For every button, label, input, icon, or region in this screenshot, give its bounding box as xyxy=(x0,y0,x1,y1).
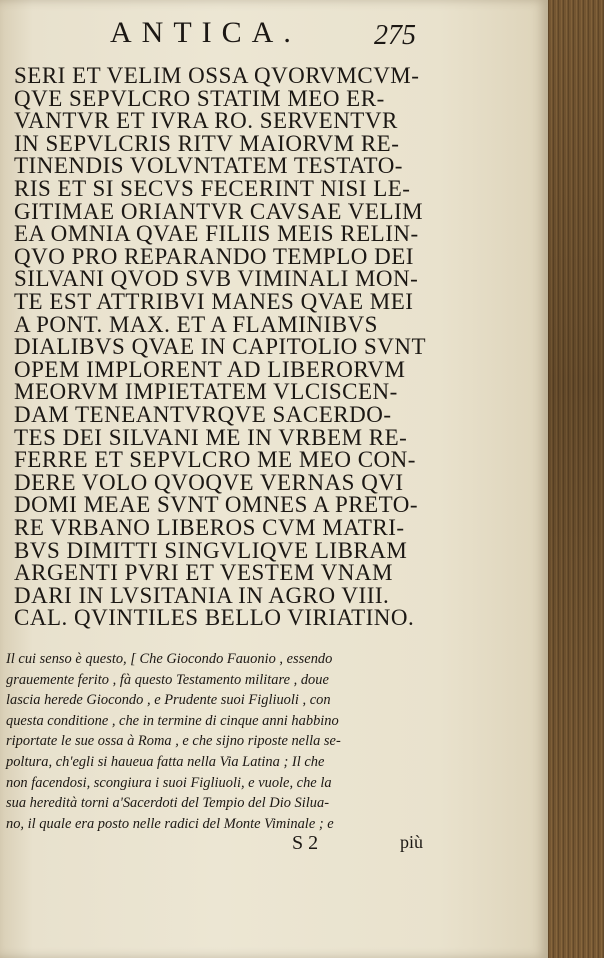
commentary-line: Il cui senso è questo, [ Che Giocondo Fauonio , essendo xyxy=(6,651,333,667)
inscription-line-text: SILVANI QVOD SVB VIMINALI MON- xyxy=(14,266,419,292)
inscription-line-text: VANTVR ET IVRA RO. SERVENTVR xyxy=(14,108,398,134)
inscription-line-text: ARGENTI PVRI ET VESTEM VNAM xyxy=(14,560,393,586)
inscription-line-text: DARI IN LVSITANIA IN AGRO VIII. xyxy=(14,582,390,608)
inscription-line-text: OPEM IMPLORENT AD LIBERORVM xyxy=(14,356,406,382)
commentary-line: non facendosi, scongiura i suoi Figliuoli, e vuole, che la xyxy=(6,774,332,791)
running-head: ANTICA. xyxy=(110,16,301,49)
inscription-line-text: RIS ET SI SECVS FECERINT NISI LE- xyxy=(14,176,411,201)
commentary-block xyxy=(6,648,452,858)
inscription-line-text: TINENDIS VOLVNTATEM TESTATO- xyxy=(14,153,403,179)
inscription-block xyxy=(14,62,454,642)
inscription-line-text: BVS DIMITTI SINGVLIQVE LIBRAM xyxy=(14,537,408,563)
commentary-line: questa conditione , che in termine di cinque anni habbino xyxy=(6,712,339,729)
catchword: più xyxy=(400,832,424,852)
page-edge-shade xyxy=(540,0,604,958)
signature-mark: S 2 xyxy=(292,832,319,854)
inscription-line-text: EA OMNIA QVAE FILIIS MEIS RELIN- xyxy=(14,221,419,247)
page-number: 275 xyxy=(374,20,416,51)
inscription-line-text: QVE SEPVLCRO STATIM MEO ER- xyxy=(14,85,385,111)
inscription-line-text: IN SEPVLCRIS RITV MAIORVM RE- xyxy=(14,130,400,156)
inscription-line-text: GITIMAE ORIANTVR CAVSAE VELIM xyxy=(14,198,424,224)
inscription-line-text: FERRE ET SEPVLCRO ME MEO CON- xyxy=(14,447,416,473)
commentary-line: grauemente ferito , fà questo Testamento militare , doue xyxy=(6,671,329,688)
inscription-line-text: CAL. QVINTILES BELLO VIRIATINO. xyxy=(14,605,415,631)
inscription-line-text: RE VRBANO LIBEROS CVM MATRI- xyxy=(14,515,405,540)
commentary-line: riportate le sue ossa à Roma , e che sijno riposte nella se- xyxy=(6,733,341,750)
inscription-line-text: A PONT. MAX. ET A FLAMINIBVS xyxy=(14,311,378,337)
commentary-line: sua heredità torni a'Sacerdoti del Tempio del Dio Silua- xyxy=(6,795,330,812)
inscription-line-text: MEORVM IMPIETATEM VLCISCEN- xyxy=(14,379,398,405)
inscription-line-text: SERI ET VELIM OSSA QVORVMCVM- xyxy=(14,63,420,88)
commentary-line: poltura, ch'egli si haueua fatta nella Via Latina ; Il che xyxy=(6,754,325,770)
inscription-line-text: DERE VOLO QVOQVE VERNAS QVI xyxy=(14,469,404,495)
commentary-line: lascia herede Giocondo , e Prudente suoi Figliuoli , con xyxy=(6,692,331,709)
commentary-line: no, il quale era posto nelle radici del Monte Viminale ; e xyxy=(6,815,334,832)
inscription-line-text: QVO PRO REPARANDO TEMPLO DEI xyxy=(14,243,414,269)
inscription-line-text: DOMI MEAE SVNT OMNES A PRETO- xyxy=(14,492,419,518)
inscription-line-text: DIALIBVS QVAE IN CAPITOLIO SVNT xyxy=(14,334,427,360)
inscription-line xyxy=(14,604,454,631)
inscription-line-text: TE EST ATTRIBVI MANES QVAE MEI xyxy=(14,289,414,314)
inscription-line-text: TES DEI SILVANI ME IN VRBEM RE- xyxy=(14,424,408,450)
inscription-line-text: DAM TENEANTVRQVE SACERDO- xyxy=(14,402,392,427)
